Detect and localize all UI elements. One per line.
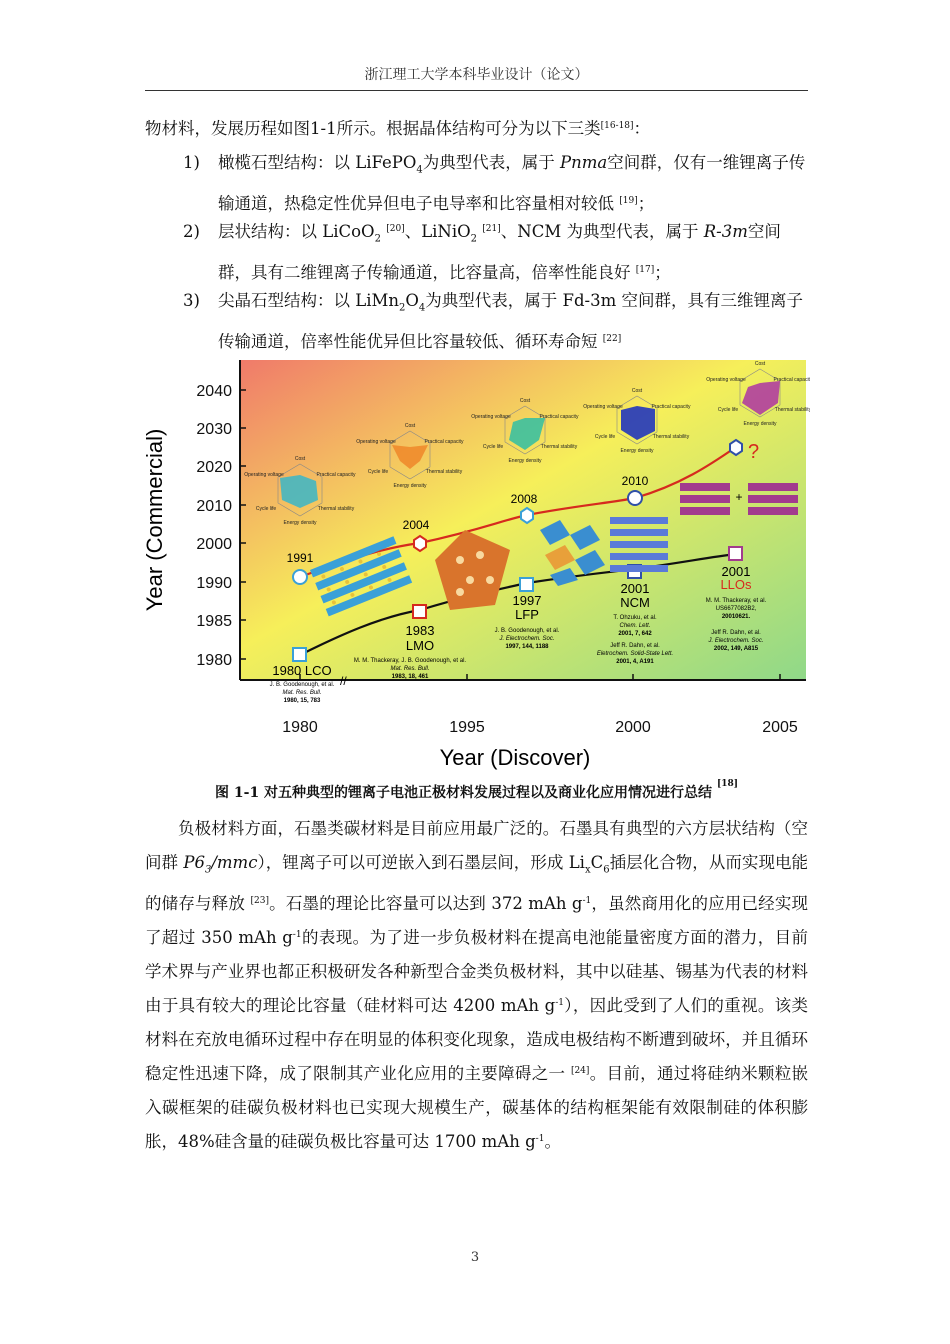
svg-text:Cycle life: Cycle life [367,469,389,475]
svg-text:Cycle life: Cycle life [717,407,739,413]
discover-year-llo: 2001 [721,564,751,579]
discover-year-lmo: 1983 [405,623,435,638]
svg-text:Cycle life: Cycle life [255,506,277,512]
svg-text:2001, 7, 642: 2001, 7, 642 [618,631,652,637]
svg-text:Energy density: Energy density [393,483,427,489]
marker-llo-discover [729,547,742,560]
discover-name-lmo: LMO [405,638,435,653]
svg-text:2001, 4, A191: 2001, 4, A191 [616,659,654,665]
y-tick-label: 2020 [196,459,232,476]
svg-text:Energy density: Energy density [743,421,777,427]
x-axis-title: Year (Discover) [439,745,591,770]
y-tick-label: 1990 [196,575,232,592]
x-tick-label: 1995 [449,719,485,736]
y-tick-label: 2010 [196,498,232,515]
svg-text:J. B. Goodenough, et al.: J. B. Goodenough, et al. [269,682,335,688]
svg-text:Cycle life: Cycle life [482,444,504,450]
list-item-spinel: 3) 尖晶石型结构：以 $LiMn_2O_4$为典型代表，属于 Fd-3m 空间群，具有三维锂离子传输通道，倍率性能优异但比容量较低、循环寿命短 [22] [183,291,804,352]
marker-lmo-commercial [414,536,426,551]
plus-sign: + [735,490,743,504]
svg-text:Jeff R. Dahn, et al.: Jeff R. Dahn, et al. [610,643,660,649]
running-header: 浙江理工大学本科毕业设计（论文） [145,64,808,91]
svg-text:Practical capacity: Practical capacity [316,472,356,478]
svg-text:Cost: Cost [631,388,643,394]
svg-text:Operating voltage: Operating voltage [471,414,511,420]
svg-text:Chem. Lett.: Chem. Lett. [619,623,651,629]
y-tick-label: 1985 [196,613,232,630]
svg-text:Thermal stability: Thermal stability [317,506,355,512]
y-tick-label: 2040 [196,383,232,400]
svg-text:Cost: Cost [754,361,766,367]
svg-text:Operating voltage: Operating voltage [244,472,284,478]
svg-text:1983, 18, 461: 1983, 18, 461 [391,674,429,680]
marker-lfp-commercial [521,508,533,523]
svg-text:Cost: Cost [294,456,306,462]
svg-text:Energy density: Energy density [283,520,317,526]
svg-text:Cycle life: Cycle life [594,434,616,440]
svg-text:Operating voltage: Operating voltage [356,439,396,445]
svg-text:Cost: Cost [404,423,416,429]
marker-lco-discover [293,648,306,661]
discover-name-ncm: NCM [620,595,650,610]
svg-text:Practical capacity: Practical capacity [424,439,464,445]
marker-llo-commercial [730,440,742,455]
marker-lco-commercial [293,570,307,584]
y-tick-label: 2030 [196,421,232,438]
svg-text:1980, 15, 783: 1980, 15, 783 [283,698,321,704]
marker-lmo-discover [413,605,426,618]
timeline-figure-svg [140,355,810,775]
page-number: 3 [470,1250,480,1265]
x-tick-label: 1980 [282,719,318,736]
svg-text:J. Electrochem. Soc.: J. Electrochem. Soc. [499,636,555,642]
body-paragraph-anode: 负极材料方面，石墨类碳材料是目前应用最广泛的。石墨具有典型的六方层状结构（空间群 $P6_3/mmc$），锂离子可以可逆嵌入到石墨层间，形成 $Li_xC_6$插层化合物，从而实现电能的储存与释放 [23]。石墨的理论比容量可以达到 372 mAh $g^{-1}$，虽然商用化的应用已经实现了超过 350 mAh $g^{-1}$的表现。为了进一步负极材料在提高电池能量密度方面的潜力，目前学术界与产业界也都正积极研发各种新型合金类负极材料，其中以硅基、锡基为代表的材料由于具有较大的理论比容量（硅材料可达 4200 mAh $g^{-1}$），因此受到了人们的重视。该类材料在充放电循环过程中存在明显的体积变化现象，造成电极结构不断遭到破坏，并且循环稳定性迅速下降，成了限制其产业化应用的主要障碍之一 [24]。目前，通过将硅纳米颗粒嵌入碳框架的硅碳负极材料也已实现大规模生产，碳基体的结构框架能有效限制硅的体积膨胀，48%硅含量的硅碳负极比容量可达 1700 mAh $g^{-1}$。 [145,819,809,1152]
figure-caption: 图 1-1 对五种典型的锂离子电池正极材料发展过程以及商业化应用情况进行总结 [18] [215,779,738,801]
commercial-year: 2004 [402,518,430,532]
discover-year-ncm: 2001 [620,581,650,596]
svg-text:Jeff R. Dahn, et al.: Jeff R. Dahn, et al. [711,630,761,636]
y-tick-label: 1980 [196,652,232,669]
commercial-year: 1991 [286,551,314,565]
svg-text:J. B. Goodenough, et al.: J. B. Goodenough, et al. [494,628,560,634]
svg-text:2002, 149, A815: 2002, 149, A815 [713,646,759,652]
list-item-olivine: 1) 橄榄石型结构：以 LiFePO$_4$为典型代表，属于 Pnma空间群，仅有一维锂离子传输通道，热稳定性优异但电子电导率和比容量相对较低 [19]； [183,153,806,214]
marker-ncm-commercial [628,491,642,505]
figure-cathode-timeline [140,355,810,775]
future-question-mark: ? [748,441,760,463]
svg-text:Practical capacity: Practical capacity [539,414,579,420]
discover-name-lfp: LFP [515,607,539,622]
x-tick-label: 2005 [762,719,798,736]
svg-text:J. Electrochem. Soc.: J. Electrochem. Soc. [708,638,764,644]
svg-text:Cost: Cost [519,398,531,404]
commercial-year: 2008 [510,492,538,506]
svg-text:Thermal stability: Thermal stability [540,444,578,450]
svg-text:Energy density: Energy density [620,448,654,454]
discover-name-llo: LLOs [720,577,752,592]
y-axis-title: Year (Commercial) [142,428,167,612]
svg-text:Mat. Res. Bull.: Mat. Res. Bull. [282,690,322,696]
svg-text:Thermal stability: Thermal stability [425,469,463,475]
svg-text:Practical capacity: Practical capacity [651,404,691,410]
y-tick-label: 2000 [196,536,232,553]
svg-text:T. Ohzuku, et al.: T. Ohzuku, et al. [613,615,657,621]
svg-text:1997, 144, 1188: 1997, 144, 1188 [505,644,549,650]
discover-label-lco: 1980 LCO [272,663,332,678]
x-tick-label: 2000 [615,719,651,736]
svg-text:M. M. Thackeray, J. B. Goodeno: M. M. Thackeray, J. B. Goodenough, et al. [353,658,467,664]
svg-text:20010621.: 20010621. [721,614,751,620]
svg-text:Operating voltage: Operating voltage [583,404,623,410]
axis-break-mark: // [340,674,347,688]
svg-text:M. M. Thackeray, et al.: M. M. Thackeray, et al. [705,598,767,604]
discover-year-lfp: 1997 [512,593,542,608]
svg-text:Mat. Res. Bull.: Mat. Res. Bull. [390,666,430,672]
svg-text:Thermal stability: Thermal stability [774,407,810,413]
svg-text:Thermal stability: Thermal stability [652,434,690,440]
svg-text:Eletrochem. Solid-State Lett.: Eletrochem. Solid-State Lett. [596,651,674,657]
svg-text:Energy density: Energy density [508,458,542,464]
svg-text:Operating voltage: Operating voltage [706,377,746,383]
svg-text:US6677082B2,: US6677082B2, [715,606,757,612]
list-item-layered: 2) 层状结构：以 LiCoO$_2$ [20]、LiNiO$_2$ [21]、NCM 为典型代表，属于 R-3m空间群，具有二维锂离子传输通道，比容量高，倍率性能良好 [17]； [183,222,781,283]
intro-line: 物材料，发展历程如图1-1所示。根据晶体结构可分为以下三类[16-18]： [145,119,651,138]
svg-text:Practical capacity: Practical capacity [773,377,810,383]
marker-lfp-discover [520,578,533,591]
commercial-year: 2010 [621,474,649,488]
